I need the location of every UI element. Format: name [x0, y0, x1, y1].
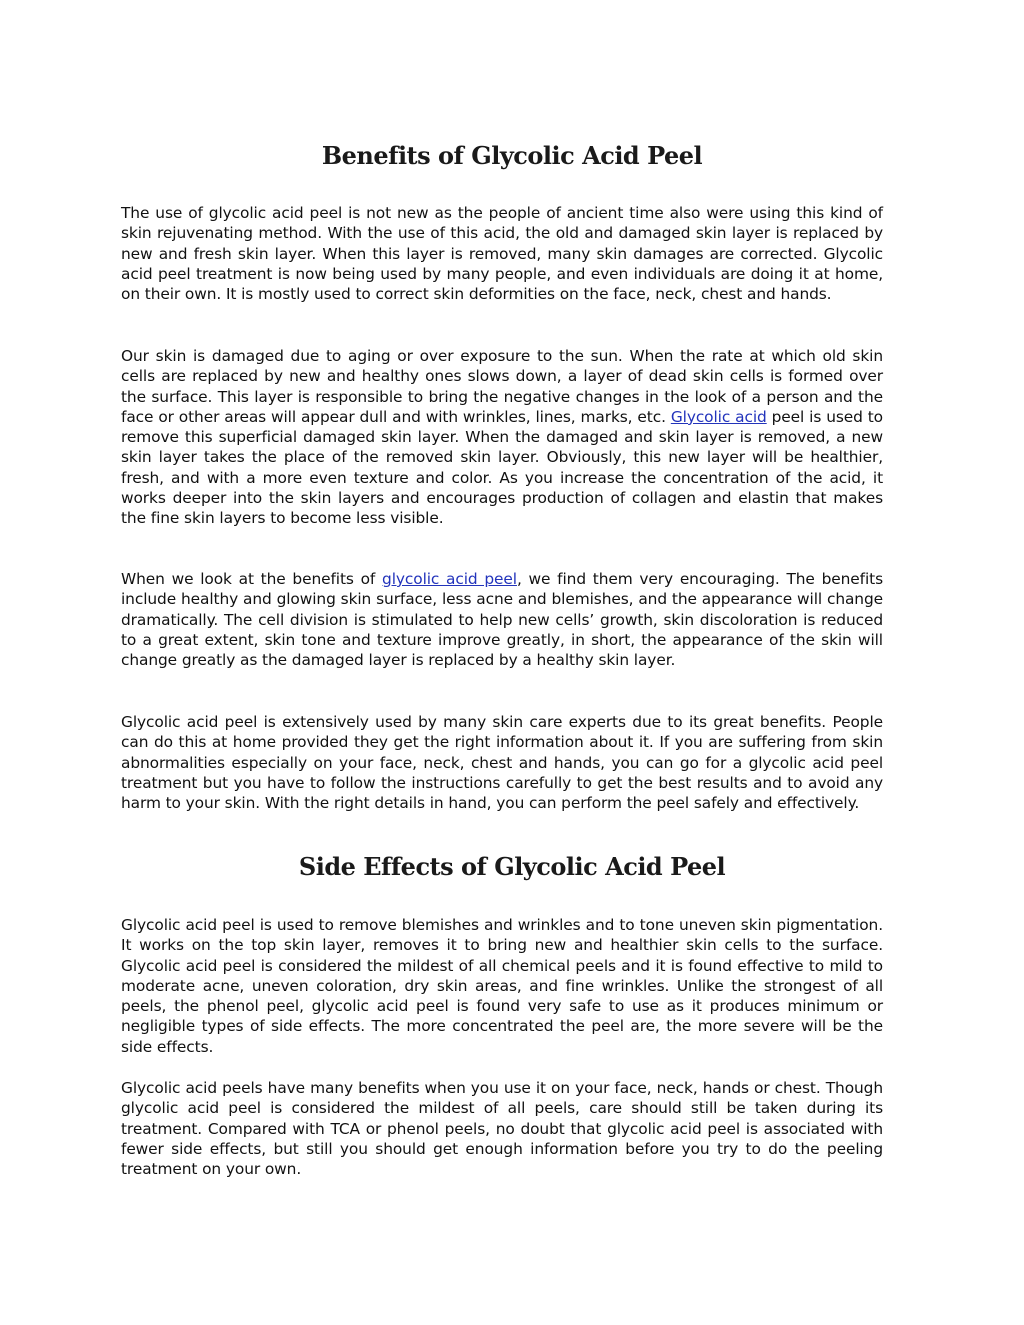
paragraph-benefits	[121, 569, 883, 670]
paragraph-text: Our skin is damaged due to aging or over exposure to the sun. When the rate at which old skin cells are replaced by new and healthy ones slows down, a layer of dead skin cells is formed over the surface. This layer is responsible to bring the negative changes in the look of a person and the face or other areas will appear dull and with wrinkles, lines, marks, etc.	[121, 347, 883, 426]
paragraph-text: , we find them very encouraging. The benefits include healthy and glowing skin surface, less acne and blemishes, and the appearance will change dramatically. The cell division is stimulated to help new cells’ growth, skin discoloration is reduced to a great extent, skin tone and texture improve greatly, in short, the appearance of the skin will change greatly as the damaged layer is replaced by a healthy skin layer.	[121, 570, 883, 670]
paragraph-precautions: Glycolic acid peels have many benefits when you use it on your face, neck, hands or chest. Though glycolic acid peel is considered the mildest of all peels, care should still be taken during its treatment. Compared with TCA or phenol peels, no doubt that glycolic acid peel is associated with fewer side effects, but still you should get enough information before you try to do the peeling treatment on your own.	[121, 1079, 883, 1179]
paragraph-side-effects: Glycolic acid peel is used to remove blemishes and wrinkles and to tone uneven skin pigmentation. It works on the top skin layer, removes it to bring new and healthier skin cells to the surface. Glycolic acid peel is considered the mildest of all chemical peels and it is found effective to mild to moderate acne, uneven coloration, dry skin areas, and fine wrinkles. Unlike the strongest of all peels, the phenol peel, glycolic acid peel is found very safe to use as it produces minimum or negligible types of side effects. The more concentrated the peel are, the more severe will be the side effects.	[121, 916, 883, 1056]
page-title: Benefits of Glycolic Acid Peel	[321, 141, 703, 170]
paragraph-skin-damage	[121, 346, 883, 529]
glycolic-acid-link[interactable]: Glycolic acid	[670, 407, 767, 426]
paragraph-experts: Glycolic acid peel is extensively used by many skin care experts due to its great benefits. People can do this at home provided they get the right information about it. If you are suffering from skin abnormalities especially on your face, neck, chest and hands, you can go for a glycolic acid peel treatment but you have to follow the instructions carefully to get the best results and to avoid any harm to your skin. With the right details in hand, you can perform the peel safely and effectively.	[121, 713, 883, 813]
paragraph-text: peel is used to remove this superficial damaged skin layer. When the damaged and skin layer is removed, a new skin layer takes the place of the removed skin layer. Obviously, this new layer will be healthier, fresh, and with a more even texture and color. As you increase the concentration of the acid, it works deeper into the skin layers and encourages production of collagen and elastin that makes the fine skin layers to become less visible.	[121, 407, 883, 528]
paragraph-text: When we look at the benefits of	[121, 570, 383, 588]
section-title: Side Effects of Glycolic Acid Peel	[298, 852, 726, 881]
glycolic-acid-peel-link[interactable]: glycolic acid peel	[382, 570, 517, 588]
paragraph-intro: The use of glycolic acid peel is not new as the people of ancient time also were using this kind of skin rejuvenating method. With the use of this acid, the old and damaged skin layer is replaced by new and fresh skin layer. When this layer is removed, many skin damages are corrected. Glycolic acid peel treatment is now being used by many people, and even individuals are doing it at home, on their own. It is mostly used to correct skin deformities on the face, neck, chest and hands.	[121, 204, 883, 304]
